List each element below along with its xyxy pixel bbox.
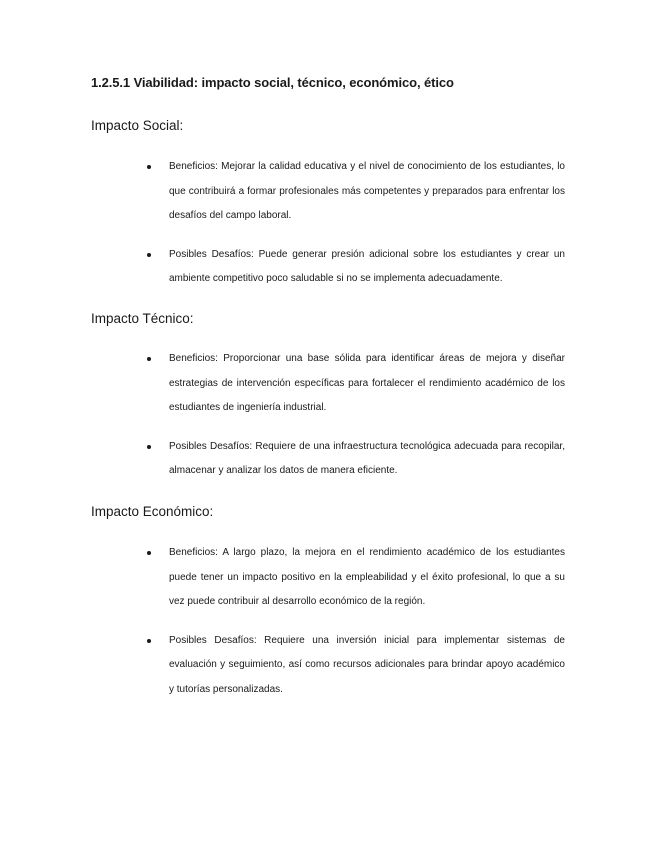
list-item <box>145 629 565 703</box>
list-item <box>145 541 565 615</box>
bullet-icon <box>147 253 151 257</box>
bullet-list-tecnico <box>145 347 565 484</box>
list-item-text: Beneficios: A largo plazo, la mejora en el rendimiento académico de los estudiantes puede tener un impacto positivo en la empleabilidad y el éxito profesional, lo que a su vez puede contribuir al desarrollo económico de la región. <box>169 547 565 607</box>
list-item-text: Posibles Desafíos: Requiere de una infraestructura tecnológica adecuada para recopilar, almacenar y analizar los datos de manera eficiente. <box>169 440 565 476</box>
bullet-icon <box>147 551 151 555</box>
section-title-economico: Impacto Económico: <box>91 504 214 519</box>
section-heading: 1.2.5.1 Viabilidad: impacto social, técnico, económico, ético <box>91 75 454 90</box>
list-item-text: Beneficios: Proporcionar una base sólida para identificar áreas de mejora y diseñar estrategias de intervención específicas para fortalecer el rendimiento académico de los estudiantes de ingeniería industrial. <box>169 353 565 413</box>
list-item <box>145 435 565 484</box>
list-item <box>145 243 565 292</box>
list-item-text: Posibles Desafíos: Puede generar presión adicional sobre los estudiantes y crear un ambiente competitivo poco saludable si no se implementa adecuadamente. <box>169 248 565 284</box>
list-item <box>145 347 565 421</box>
list-item <box>145 155 565 229</box>
bullet-icon <box>147 357 151 361</box>
bullet-icon <box>147 639 151 643</box>
list-item-text: Beneficios: Mejorar la calidad educativa y el nivel de conocimiento de los estudiantes, lo que contribuirá a formar profesionales más competentes y preparados para enfrentar los desafíos del campo laboral. <box>169 161 565 221</box>
section-title-social: Impacto Social: <box>91 118 184 133</box>
bullet-list-economico <box>145 541 565 702</box>
bullet-list-social <box>145 155 565 292</box>
list-item-text: Posibles Desafíos: Requiere una inversión inicial para implementar sistemas de evaluación y seguimiento, así como recursos adicionales para brindar apoyo académico y tutorías personalizadas. <box>169 634 565 695</box>
bullet-icon <box>147 165 151 169</box>
section-title-tecnico: Impacto Técnico: <box>91 311 194 326</box>
bullet-icon <box>147 445 151 449</box>
